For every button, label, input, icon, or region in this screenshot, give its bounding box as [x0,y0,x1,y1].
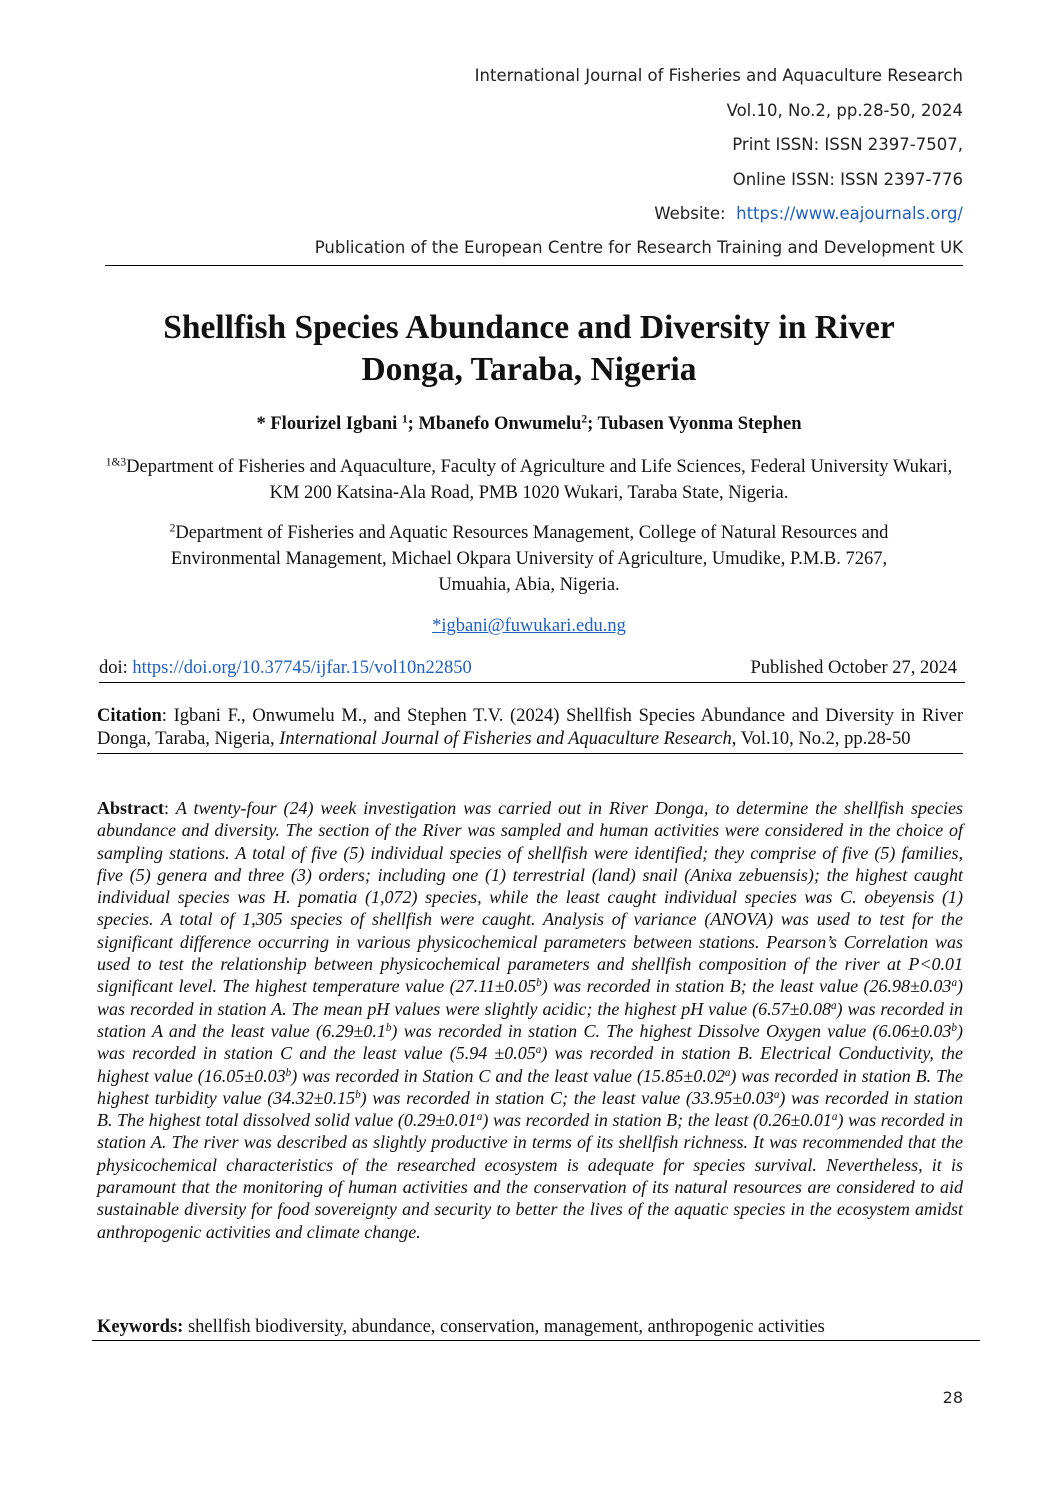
abstract-text: ) was recorded in station C. The highest Dissolve Oxygen value (6.06±0.03 [391,1020,952,1041]
citation-journal: International Journal of Fisheries and Aquaculture Research [279,729,732,749]
affiliation-2-line-1 [92,520,966,546]
abstract-text: ) was recorded in station B. Electrical Conductivity, the highest value (16.05±0.03 [97,1043,963,1086]
affiliation-2-text-1: Department of Fisheries and Aquatic Resources Management, College of Natural Resources and [175,523,889,543]
abstract-sup: b [385,1021,392,1034]
affiliation-2-line-3: Umuahia, Abia, Nigeria. [438,575,620,595]
abstract-text: ) was recorded in station C; the least value (33.95±0.03 [360,1087,774,1108]
author-1: * Flourizel Igbani [256,414,402,434]
keywords-text: shellfish biodiversity, abundance, conservation, management, anthropogenic activities [183,1317,825,1337]
abstract-text: ) was recorded in station A and the least value (6.29±0.1 [97,998,963,1041]
abstract-text: ) was recorded in station B; the least (0.26±0.01 [482,1110,832,1131]
citation-tail: , Vol.10, No.2, pp.28-50 [731,729,911,749]
author-list [80,411,978,437]
affiliation-2 [92,520,966,598]
website-link[interactable]: https://www.eajournals.org/ [736,204,963,223]
abstract-label: Abstract [97,798,164,818]
title-line-1: Shellfish Species Abundance and Diversity in River [163,309,895,346]
abstract-text: ) was recorded in station C and the least value (5.94 ±0.05 [97,1020,963,1064]
abstract-sup: a [951,977,958,990]
journal-header [105,62,963,266]
citation-label: Citation [97,706,162,726]
website-line [105,200,963,235]
abstract-sup: b [285,1066,292,1079]
doi-link[interactable]: https://doi.org/10.37745/ijfar.15/vol10n22850 [132,658,472,678]
abstract-text: ) was recorded in station B. The highest turbidity value (34.32±0.15 [97,1065,963,1108]
abstract-sup: a [830,999,837,1012]
abstract-sup: b [951,1021,957,1034]
website-label: Website: [654,204,726,223]
paper-title [80,307,978,391]
abstract-text: ) was recorded in Station C and the least value (15.85±0.02 [291,1065,725,1086]
keywords-label: Keywords: [97,1317,184,1337]
author-3: ; Tubasen Vyonma Stephen [587,414,802,434]
affiliation-2-line-2: Environmental Management, Michael Okpara University of Agriculture, Umudike, P.M.B. 7267, [170,549,888,569]
abstract-sup: a [724,1066,731,1079]
affiliation-1-sup: 1&3 [105,456,127,469]
abstract-text: A twenty-four (24) week investigation was carried out in River Donga, to determine the shellfish species abundance and diversity. The section of the River was sampled and human activities were considered in the choice of sampling stations. A total of five (5) individual species of shellfish were identified; they comprise of five (5) families, five (5) genera and three (3) orders; including one (1) terrestrial (land) snail (Anixa zebuensis); the highest caught individual species was H. pomatia (1,072) species, while the least caught individual species was C. obeyensis (1) species. A total of 1,305 species of shellfish were caught. Analysis of variance (ANOVA) was used to test for the significant difference occurring in various physicochemical parameters between stations. Pearson’s Correlation was used to test the relationship between physicochemical parameters and shellfish composition of the river at P<0.01 significant level. The highest temperature value (27.11±0.05 [97,798,963,997]
published-date: Published October 27, 2024 [750,658,957,678]
doi-line [99,654,965,683]
journal-name: International Journal of Fisheries and Aquaculture Research [474,66,963,85]
abstract-sup: a [476,1111,483,1124]
corresponding-email[interactable]: *igbani@fuwukari.edu.ng [432,616,626,636]
online-issn: Online ISSN: ISSN 2397-776 [732,169,963,189]
page-number: 28 [942,1388,963,1407]
doi-label: doi: [99,658,133,678]
abstract-text: ) was recorded in station A. The river was described as slightly productive in terms of its shellfish richness. It was recommended that the physicochemical characteristics of the researched ecosystem is adequate for species survival. Nevertheless, it is paramount that the monitoring of human activities and the conservation of its natural resources are considered to aid sustainable diversity for food sovereignty and security to better the lives of the aquatic species in the ecosystem amidst anthropogenic activities and climate change. [97,1110,963,1242]
citation-text: : Igbani F., Onwumelu M., and Stephen T.V. (2024) Shellfish Species Abundance and Diversity in River Donga, Taraba, Nigeria, [97,706,963,749]
abstract-body [97,798,963,1242]
abstract-sup: b [536,977,542,990]
affiliation-2-sup: 2 [169,522,176,535]
affiliation-1-text: Department of Fisheries and Aquaculture, Faculty of Agriculture and Life Sciences, Federal University Wukari, KM 200 Katsina-Ala Road, PMB 1020 Wukari, Taraba State, Nigeria. [126,457,953,503]
affiliation-1 [92,454,966,506]
abstract-sup: a [773,1088,780,1101]
abstract-text: ) was recorded in station B. The highest total dissolved solid value (0.29±0.01 [97,1087,964,1131]
publisher-line: Publication of the European Centre for Research Training and Development UK [105,235,963,266]
author-2: ; Mbanefo Onwumelu [407,414,582,434]
abstract-sup: b [355,1088,361,1101]
abstract-sup: a [831,1111,838,1124]
citation [97,705,963,754]
abstract-colon: : [163,798,176,818]
keywords [92,1315,980,1341]
abstract-text: ) was recorded in station A. The mean pH values were slightly acidic; the highest pH value (6.57±0.08 [97,976,964,1019]
volume-info: Vol.10, No.2, pp.28-50, 2024 [726,100,963,120]
author-1-sup: 1 [401,413,408,426]
print-issn: Print ISSN: ISSN 2397-7507, [732,135,963,154]
abstract [97,797,963,1243]
abstract-sup: a [535,1044,542,1057]
title-line-2: Donga, Taraba, Nigeria [361,351,697,388]
abstract-text: ) was recorded in station B; the least value (26.98±0.03 [541,976,952,997]
author-2-sup: 2 [581,413,588,426]
